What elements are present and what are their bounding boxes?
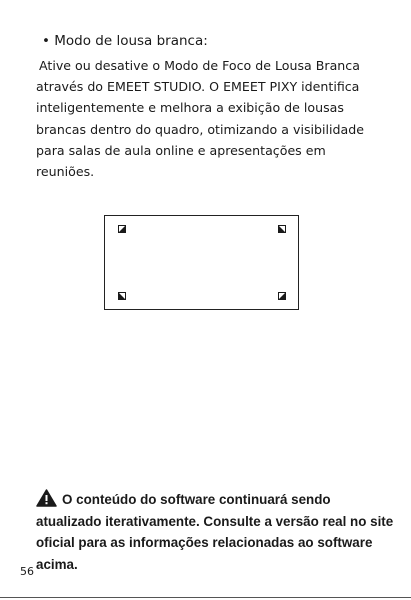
note-line: oficial para as informações relacionadas ao software [36, 535, 373, 550]
corner-marker-bottom-right-icon [278, 292, 286, 300]
paragraph-line: brancas dentro do quadro, otimizando a visibilidade [36, 121, 364, 137]
note-line-text: O conteúdo do software continuará sendo [62, 492, 331, 507]
corner-marker-bottom-left-icon [118, 292, 126, 300]
whiteboard-frame-illustration [104, 215, 299, 310]
paragraph-line: inteligentemente e melhora a exibição de lousas [36, 100, 344, 116]
bullet-heading: • Modo de lousa branca: [42, 33, 208, 49]
paragraph-line: através do EMEET STUDIO. O EMEET PIXY identifica [36, 79, 360, 95]
paragraph-line: para salas de aula online e apresentações em [36, 142, 326, 158]
page-number: 56 [20, 565, 34, 578]
note-line [36, 489, 386, 511]
note-line: atualizado iterativamente. Consulte a versão real no site [36, 513, 394, 529]
warning-icon [36, 489, 57, 507]
software-update-note [36, 489, 394, 575]
note-line: acima. [36, 556, 78, 572]
corner-marker-top-right-icon [278, 225, 286, 233]
paragraph-line: reuniões. [36, 164, 95, 180]
corner-marker-top-left-icon [118, 225, 126, 233]
description-paragraph [36, 55, 376, 182]
paragraph-line: Ative ou desative o Modo de Foco de Lousa Branca [39, 58, 360, 73]
bottom-rule [0, 597, 411, 598]
